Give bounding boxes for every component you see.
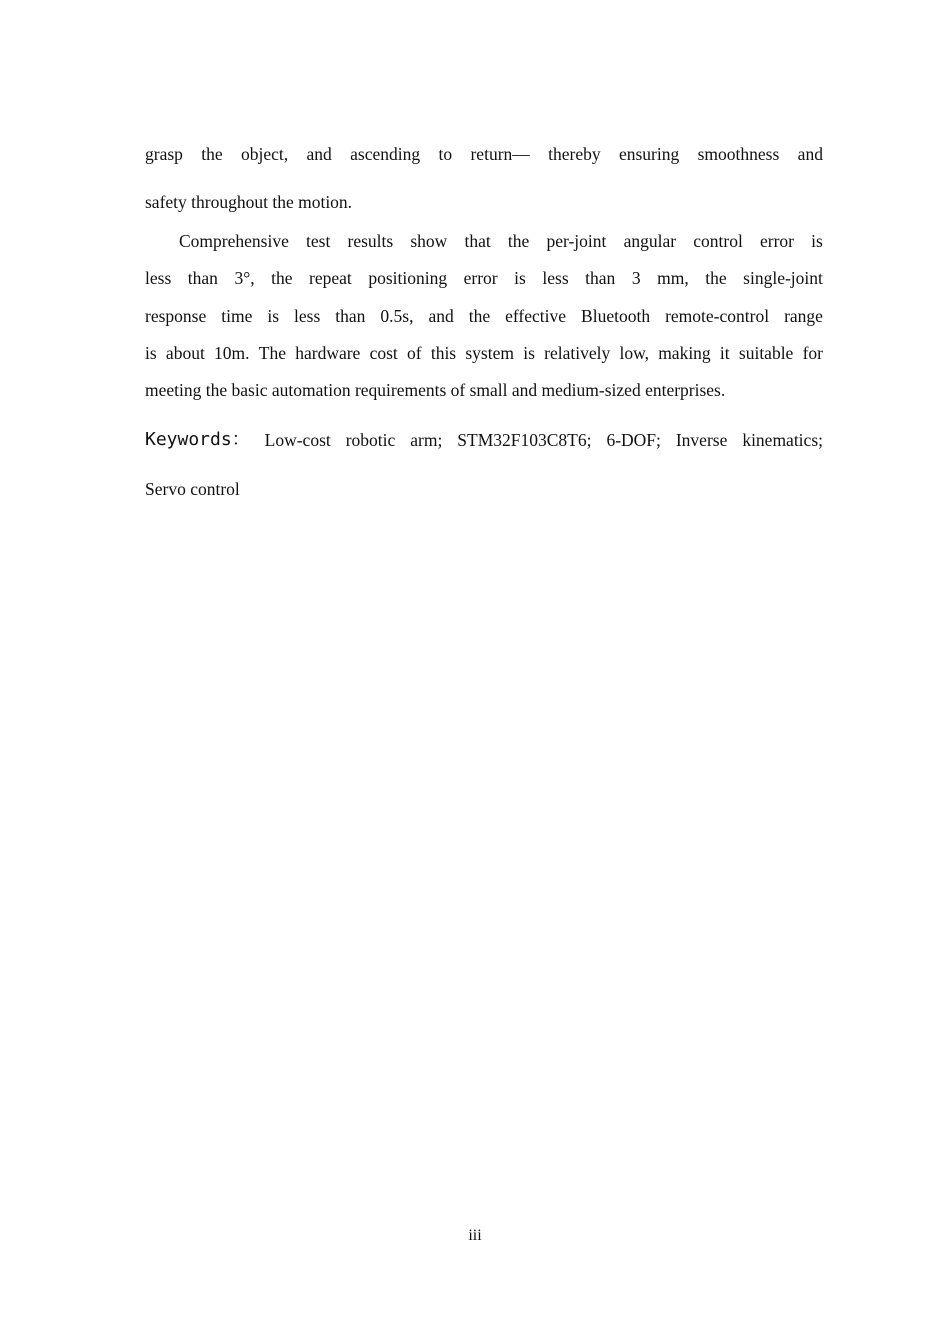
paragraph-line: grasp the object, and ascending to return— thereby ensuring smoothness and: [145, 144, 823, 164]
page-number: iii: [468, 1227, 482, 1244]
paragraph-line: response time is less than 0.5s, and the effective Bluetooth remote-control range: [145, 306, 823, 326]
keywords-line: Servo control: [145, 479, 240, 499]
keywords-label: Keywords：: [145, 429, 250, 450]
keywords-line: Keywords： Low-cost robotic arm; STM32F103C8T6; 6-DOF; Inverse kinematics;: [145, 429, 823, 450]
paragraph-line: is about 10m. The hardware cost of this system is relatively low, making it suitable for: [145, 343, 823, 363]
paragraph-line: safety throughout the motion.: [145, 192, 353, 212]
paragraph-line: less than 3°, the repeat positioning error is less than 3 mm, the single-joint: [145, 268, 823, 288]
paragraph-line: meeting the basic automation requirements of small and medium-sized enterprises.: [145, 380, 726, 400]
paragraph-line: Comprehensive test results show that the per-joint angular control error is: [179, 231, 823, 251]
